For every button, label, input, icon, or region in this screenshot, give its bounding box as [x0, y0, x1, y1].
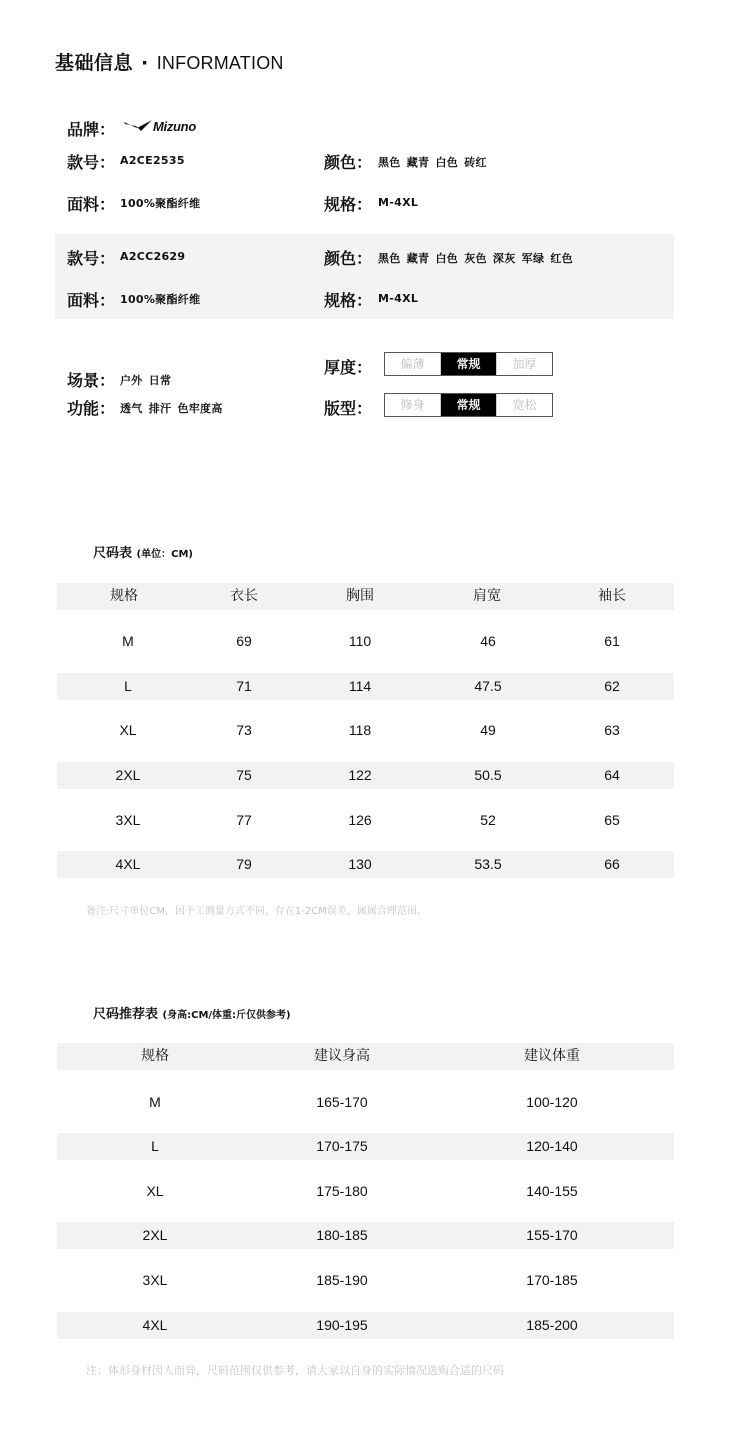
table-row [57, 1178, 674, 1205]
table-header-cell: 衣长 [230, 588, 258, 604]
table-cell: 75 [236, 767, 252, 783]
scene-value: 户外 日常 [120, 374, 172, 387]
recommend-chart-header [57, 1043, 674, 1070]
table-cell: 185-190 [316, 1272, 368, 1288]
size-chart-header [57, 583, 674, 610]
fabric-value: 100%聚酯纤维 [120, 197, 201, 210]
table-row [57, 1222, 674, 1249]
table-cell: 62 [604, 678, 620, 694]
table-cell: 170-185 [526, 1272, 578, 1288]
table-cell: 155-170 [526, 1227, 578, 1243]
brand-logo-text: Mizuno [153, 119, 196, 134]
table-cell: 2XL [142, 1227, 168, 1243]
table-cell: M [149, 1094, 161, 1110]
table-cell: 185-200 [526, 1317, 578, 1333]
color-value: 黑色 藏青 白色 灰色 深灰 军绿 红色 [378, 252, 573, 265]
table-cell: 3XL [142, 1272, 168, 1288]
table-header-cell: 胸围 [346, 588, 374, 604]
recommend-chart-unit: (身高:CM/体重:斤仅供参考) [162, 1010, 291, 1021]
table-row [57, 1312, 674, 1339]
table-cell: 118 [348, 722, 372, 738]
size-chart-title-text: 尺码表 [93, 546, 133, 561]
table-cell: 175-180 [316, 1183, 368, 1199]
table-cell: 4XL [115, 856, 141, 872]
table-header-cell: 袖长 [598, 588, 626, 604]
fit-option-slim[interactable]: 修身 [400, 398, 425, 412]
table-cell: 130 [348, 856, 372, 872]
table-header-cell: 肩宽 [473, 588, 501, 604]
table-cell: 4XL [142, 1317, 168, 1333]
table-header-cell: 规格 [110, 588, 138, 604]
table-cell: XL [119, 722, 137, 738]
size-range-label: 规格： [324, 291, 373, 310]
table-cell: 71 [236, 678, 252, 694]
fabric-label: 面料： [67, 195, 116, 214]
model-value: A2CC2629 [120, 250, 186, 263]
fabric-label: 面料： [67, 291, 116, 310]
table-cell: 122 [348, 767, 372, 783]
table-cell: L [124, 678, 132, 694]
thickness-selector [384, 352, 553, 376]
thickness-option-thick[interactable]: 加厚 [496, 353, 552, 375]
table-cell: 3XL [115, 812, 141, 828]
function-value: 透气 排汗 色牢度高 [120, 402, 223, 415]
model-label: 款号： [67, 249, 116, 268]
model-label: 款号： [67, 153, 116, 172]
table-cell: 65 [604, 812, 620, 828]
size-range-label: 规格： [324, 195, 373, 214]
table-row [57, 1267, 674, 1294]
table-row [57, 628, 674, 655]
table-header-cell: 规格 [141, 1048, 169, 1064]
table-cell: 63 [604, 722, 620, 738]
table-cell: 69 [236, 633, 252, 649]
size-chart-unit: (单位：CM) [136, 549, 193, 560]
table-cell: 79 [236, 856, 252, 872]
table-cell: 49 [480, 722, 496, 738]
table-header-cell: 建议身高 [314, 1048, 370, 1064]
mizuno-runbird-icon [123, 119, 153, 135]
table-cell: L [151, 1138, 159, 1154]
table-cell: 61 [604, 633, 620, 649]
table-header-cell: 建议体重 [524, 1048, 580, 1064]
thickness-option-thin[interactable]: 偏薄 [400, 357, 425, 371]
table-cell: M [122, 633, 134, 649]
size-range-value: M-4XL [378, 196, 419, 209]
table-cell: XL [146, 1183, 164, 1199]
table-cell: 66 [604, 856, 620, 872]
table-cell: 52 [480, 812, 496, 828]
brand-label: 品牌： [67, 120, 116, 139]
size-chart-note: 备注:尺寸单位CM，因手工测量方式不同，存在1-2CM误差，属属合理范围。 [86, 906, 427, 917]
table-row [57, 807, 674, 834]
table-cell: 46 [480, 633, 496, 649]
recommend-chart-title-text: 尺码推荐表 [93, 1007, 159, 1022]
section-title [55, 48, 284, 75]
fit-option-regular[interactable]: 常规 [440, 394, 496, 416]
model-value: A2CE2535 [120, 154, 185, 167]
table-cell: 126 [348, 812, 372, 828]
title-separator: · [141, 52, 149, 74]
color-label: 颜色： [324, 153, 373, 172]
table-cell: 190-195 [316, 1317, 368, 1333]
table-cell: 114 [348, 678, 372, 694]
table-row [57, 1133, 674, 1160]
table-cell: 180-185 [316, 1227, 368, 1243]
size-chart-title [93, 542, 193, 561]
table-cell: 170-175 [316, 1138, 368, 1154]
table-row [57, 762, 674, 789]
section-title-en: INFORMATION [156, 53, 284, 73]
table-cell: 2XL [115, 767, 141, 783]
color-label: 颜色： [324, 249, 373, 268]
fit-label: 版型： [324, 399, 373, 418]
table-cell: 73 [236, 722, 252, 738]
table-cell: 100-120 [526, 1094, 578, 1110]
table-cell: 165-170 [316, 1094, 368, 1110]
table-row [57, 851, 674, 878]
table-cell: 140-155 [526, 1183, 578, 1199]
size-range-value: M-4XL [378, 292, 419, 305]
brand-logo [123, 119, 207, 135]
recommend-chart-title [93, 1003, 291, 1022]
table-cell: 64 [604, 767, 620, 783]
thickness-option-regular[interactable]: 常规 [440, 353, 496, 375]
fabric-value: 100%聚酯纤维 [120, 293, 201, 306]
thickness-label: 厚度： [324, 358, 373, 377]
table-cell: 53.5 [474, 856, 502, 872]
table-row [57, 673, 674, 700]
table-row [57, 717, 674, 744]
table-cell: 77 [236, 812, 252, 828]
table-cell: 50.5 [474, 767, 502, 783]
function-label: 功能： [67, 399, 116, 418]
fit-selector [384, 393, 553, 417]
section-title-cn: 基础信息 [55, 52, 134, 74]
table-row [57, 1089, 674, 1116]
color-value: 黑色 藏青 白色 砖红 [378, 156, 487, 169]
fit-option-loose[interactable]: 宽松 [496, 394, 552, 416]
scene-label: 场景： [67, 371, 116, 390]
table-cell: 120-140 [526, 1138, 578, 1154]
table-cell: 47.5 [474, 678, 502, 694]
recommend-chart-note: 注：体形身材因人而异，尺码范围仅供参考，请大家以自身的实际情况选购合适的尺码 [86, 1364, 504, 1377]
table-cell: 110 [348, 633, 372, 649]
